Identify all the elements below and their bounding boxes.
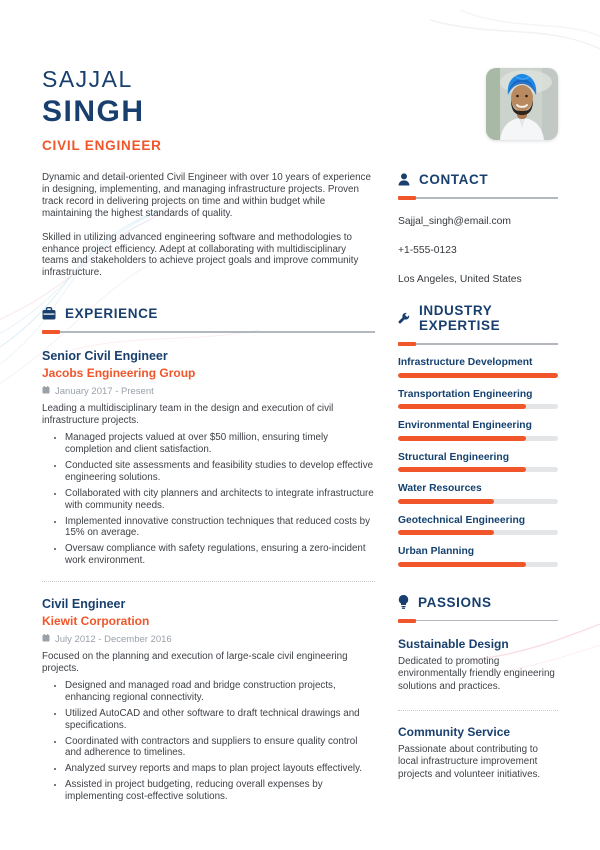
skill-item	[398, 515, 558, 536]
skill-bar	[398, 562, 558, 567]
job-position: Civil Engineer	[42, 597, 126, 612]
job-description: Leading a multidisciplinary team in the design and execution of civil infrastructure projects.	[42, 403, 334, 427]
skill-item	[398, 357, 558, 378]
job-bullet: • Collaborated with city planners and architects to integrate infrastructure with community needs.	[65, 488, 375, 512]
passion-divider	[398, 710, 558, 711]
section-rule	[398, 342, 558, 346]
skill-item	[398, 546, 558, 567]
job-bullet: • Designed and managed road and bridge construction projects, enhancing regional connectivity.	[65, 680, 375, 704]
skill-bar	[398, 530, 558, 535]
experience-section	[42, 306, 375, 803]
skill-name: Urban Planning	[398, 546, 475, 557]
job-dates	[42, 634, 375, 645]
passion-description: Passionate about contributing to local infrastructure improvement projects and volunteer initiatives.	[398, 743, 541, 781]
skill-name: Water Resources	[398, 483, 482, 494]
last-name: SINGH	[42, 95, 145, 128]
skill-bar-fill	[398, 404, 526, 409]
skill-bar-fill	[398, 530, 494, 535]
job-entry	[42, 349, 375, 567]
passion-item	[398, 637, 558, 694]
skill-item	[398, 452, 558, 473]
skill-item	[398, 420, 558, 441]
passions-heading: PASSIONS	[418, 594, 492, 610]
contact-heading: CONTACT	[419, 172, 489, 187]
section-rule	[398, 619, 558, 623]
job-bullet: • Analyzed survey reports and maps to plan project layouts effectively.	[65, 763, 375, 775]
calendar-icon	[42, 386, 50, 397]
contact-location: Los Angeles, United States	[398, 274, 522, 285]
experience-header	[42, 306, 375, 321]
job-bullet: • Assisted in project budgeting, reducing overall expenses by implementing cost-effective solutions.	[65, 779, 375, 803]
contact-header	[398, 172, 558, 187]
passion-title: Community Service	[398, 724, 511, 739]
skill-bar-fill	[398, 436, 526, 441]
passions-header	[398, 595, 558, 610]
job-bullet: • Managed projects valued at over $50 million, ensuring timely completion and client satisfaction.	[65, 432, 375, 456]
header	[42, 66, 558, 153]
passion-item	[398, 725, 558, 782]
job-date-text: January 2017 - Present	[55, 386, 154, 398]
skill-bar	[398, 404, 558, 409]
passions-section	[398, 595, 558, 782]
job-bullet: • Utilized AutoCAD and other software to draft technical drawings and specifications.	[65, 708, 375, 732]
skill-name: Environmental Engineering	[398, 420, 532, 431]
job-position: Senior Civil Engineer	[42, 349, 168, 364]
job-company: Jacobs Engineering Group	[42, 366, 196, 381]
lightbulb-icon	[398, 595, 409, 609]
summary-paragraph: Dynamic and detail-oriented Civil Engineer with over 10 years of experience in designing, implementing, and managing infrastructure projects. Proven track record in delivering projects on time and within budget while maintaining the highest standards of quality.	[42, 172, 371, 219]
summary-section	[42, 172, 375, 279]
summary-paragraph: Skilled in utilizing advanced engineering software and methodologies to enhance project efficiency. Adept at collaborating with multidisciplinary teams and stakeholders to achieve project goals and improve community infrastructure.	[42, 231, 359, 279]
expertise-header	[398, 303, 558, 333]
passion-title: Sustainable Design	[398, 636, 509, 651]
skill-bar	[398, 467, 558, 472]
section-rule	[42, 330, 375, 334]
user-icon	[398, 173, 410, 186]
contact-list	[398, 216, 558, 285]
skill-bar-fill	[398, 373, 558, 378]
job-bullet-list	[42, 432, 375, 567]
skill-name: Transportation Engineering	[398, 388, 533, 400]
job-bullet: • Oversaw compliance with safety regulations, ensuring a zero-incident work environment.	[65, 543, 375, 567]
right-column	[398, 172, 558, 807]
skill-bar-fill	[398, 562, 526, 567]
job-description: Focused on the planning and execution of large-scale civil engineering projects.	[42, 651, 348, 675]
skill-bar	[398, 373, 558, 378]
skill-bar	[398, 436, 558, 441]
job-dates	[42, 386, 375, 397]
job-divider	[42, 581, 375, 582]
experience-heading: EXPERIENCE	[65, 306, 159, 322]
job-title: CIVIL ENGINEER	[42, 138, 162, 153]
skill-item	[398, 483, 558, 504]
skill-bar-fill	[398, 467, 526, 472]
skill-bar-fill	[398, 499, 494, 504]
profile-photo	[486, 68, 558, 140]
name-block	[42, 66, 162, 153]
skill-name: Geotechnical Engineering	[398, 514, 526, 526]
skill-name: Structural Engineering	[398, 451, 509, 463]
skill-item	[398, 389, 558, 410]
contact-phone: +1-555-0123	[398, 245, 457, 256]
calendar-icon	[42, 634, 50, 645]
passion-description: Dedicated to promoting environmentally friendly engineering solutions and practices.	[398, 655, 555, 692]
job-bullet: • Coordinated with contractors and suppliers to ensure quality control and adherence to timelines.	[65, 736, 375, 760]
job-entry	[42, 597, 375, 803]
contact-section	[398, 172, 558, 285]
wrench-icon	[398, 312, 410, 324]
expertise-heading: INDUSTRY EXPERTISE	[419, 303, 501, 333]
job-bullet-list	[42, 680, 375, 803]
job-company: Kiewit Corporation	[42, 614, 150, 629]
job-date-text: July 2012 - December 2016	[55, 634, 172, 646]
job-bullet: • Conducted site assessments and feasibility studies to develop effective engineering solutions.	[65, 460, 375, 484]
first-name: SAJJAL	[42, 66, 133, 92]
industry-expertise-section	[398, 303, 558, 567]
left-column	[42, 172, 375, 807]
briefcase-icon	[42, 307, 56, 320]
job-bullet: • Implemented innovative construction techniques that reduced costs by 15% on average.	[65, 516, 375, 540]
skill-name: Infrastructure Development	[398, 357, 533, 368]
section-rule	[398, 196, 558, 200]
skill-bar	[398, 499, 558, 504]
contact-email: Sajjal_singh@email.com	[398, 216, 511, 227]
